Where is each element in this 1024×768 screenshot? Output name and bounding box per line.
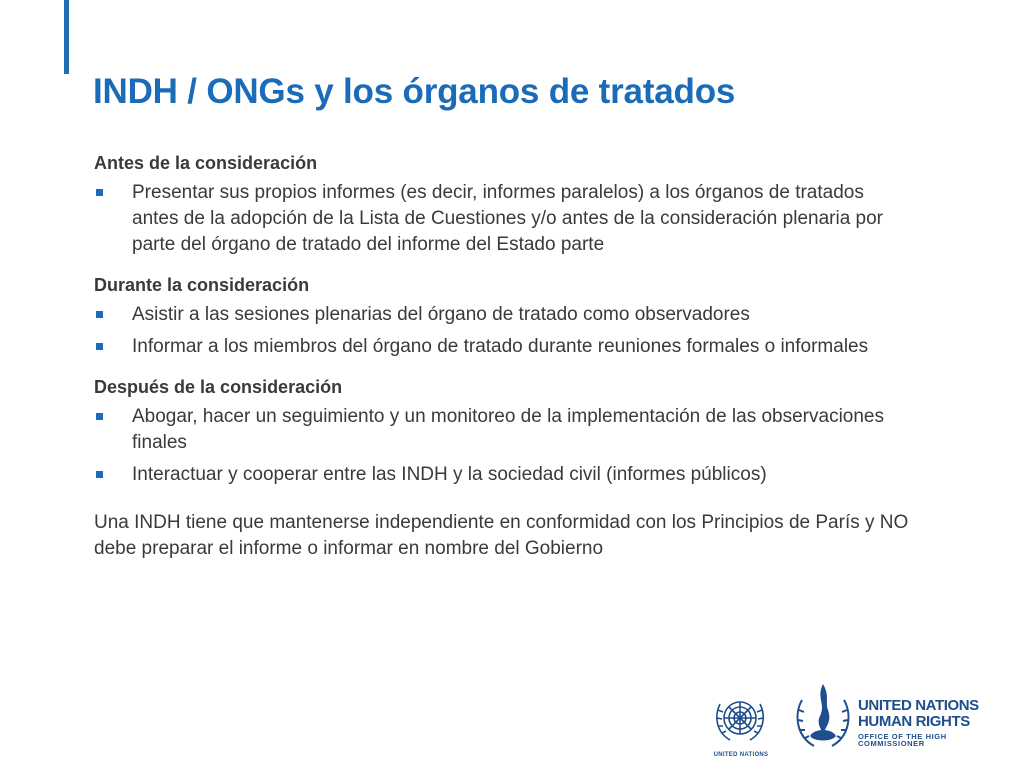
section-heading: Durante la consideración	[94, 275, 310, 295]
bullet-list	[94, 180, 914, 258]
un-logo-text: UNITED NATIONS	[713, 752, 769, 758]
section-heading: Después de la consideración	[94, 377, 343, 397]
bullet-item	[94, 302, 914, 328]
bullet-text: Abogar, hacer un seguimiento y un monitoreo de la implementación de las observaciones finales	[132, 406, 885, 453]
closing-note: Una INDH tiene que mantenerse independiente en conformidad con los Principios de París y NO debe preparar el informe o informar en nombre del Gobierno	[94, 512, 909, 559]
bullet-item	[94, 334, 914, 360]
bullet-list	[94, 302, 914, 360]
bullet-item	[94, 180, 914, 258]
square-bullet-icon	[96, 189, 103, 196]
slide-title: INDH / ONGs y los órganos de tratados	[93, 72, 736, 111]
square-bullet-icon	[96, 413, 103, 420]
bullet-text: Asistir a las sesiones plenarias del órgano de tratado como observadores	[132, 304, 750, 325]
un-emblem-icon	[708, 690, 772, 750]
bullet-item	[94, 404, 914, 456]
section-during	[94, 272, 914, 360]
section-after	[94, 374, 914, 488]
accent-bar	[64, 0, 69, 74]
ohchr-line-human-rights: HUMAN RIGHTS	[858, 712, 970, 730]
footer-logos	[700, 676, 1010, 764]
bullet-list	[94, 404, 914, 488]
square-bullet-icon	[96, 311, 103, 318]
bullet-text: Presentar sus propios informes (es decir, informes paralelos) a los órganos de tratados antes de la adopción de la Lista de Cuestiones y/o antes de la consideración plenaria por parte del órgano de tratado del informe del Estado parte	[132, 182, 884, 255]
bullet-text: Interactuar y cooperar entre las INDH y la sociedad civil (informes públicos)	[132, 464, 767, 485]
square-bullet-icon	[96, 343, 103, 350]
ohchr-line-office: OFFICE OF THE HIGH COMMISSIONER	[858, 731, 947, 749]
slide-content	[94, 150, 914, 581]
ohchr-line-un: UNITED NATIONS	[858, 697, 979, 714]
section-before	[94, 150, 914, 258]
ohchr-emblem-icon	[792, 678, 854, 758]
bullet-item	[94, 462, 914, 488]
ohchr-logo-text	[858, 698, 1008, 748]
section-heading: Antes de la consideración	[94, 153, 318, 173]
bullet-text: Informar a los miembros del órgano de tratado durante reuniones formales o informales	[132, 336, 869, 357]
square-bullet-icon	[96, 471, 103, 478]
